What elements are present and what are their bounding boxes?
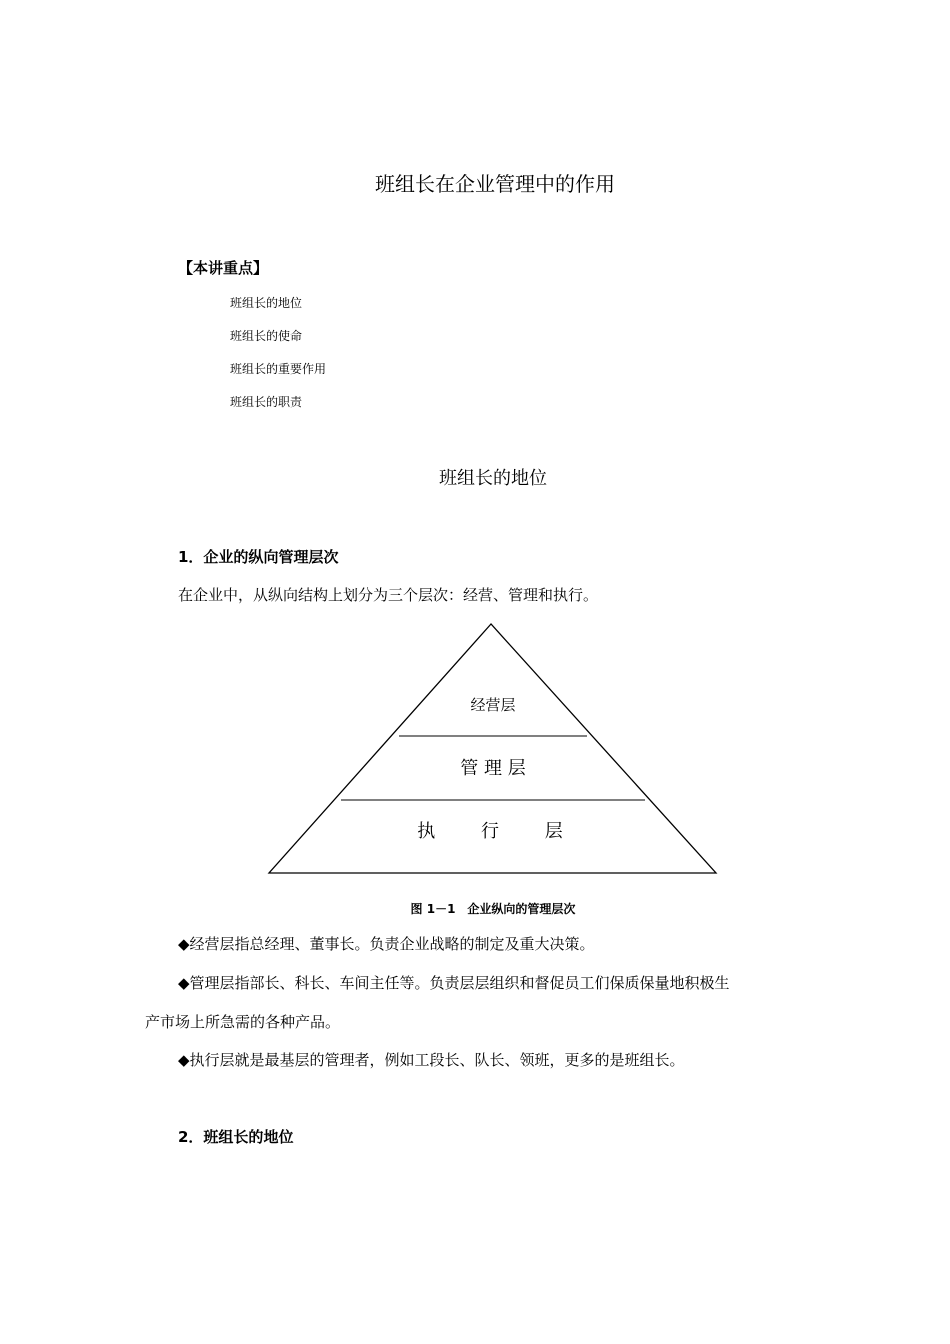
key-point-item: 班组长的职责 (230, 395, 303, 409)
key-points-heading: 【本讲重点】 (178, 259, 269, 277)
bullet-paragraph-continuation: 产市场上所急需的各种产品。 (145, 1013, 341, 1031)
bullet-paragraph: ◆执行层就是最基层的管理者，例如工段长、队长、领班，更多的是班组长。 (178, 1051, 685, 1069)
layer-label-middle: 管 理 层 (460, 758, 526, 779)
bullet-paragraph: ◆管理层指部长、科长、车间主任等。负责层层组织和督促员工们保质保量地积极生 (178, 974, 730, 992)
subsection-heading-2: 2．班组长的地位 (178, 1128, 294, 1146)
key-point-item: 班组长的重要作用 (230, 362, 327, 376)
figure-caption: 图 1－1 企业纵向的管理层次 (410, 902, 576, 916)
bullet-paragraph: ◆经营层指总经理、董事长。负责企业战略的制定及重大决策。 (178, 935, 595, 953)
section-title: 班组长的地位 (439, 468, 547, 489)
key-point-item: 班组长的地位 (230, 296, 303, 310)
layer-label-top: 经营层 (470, 696, 516, 714)
key-point-item: 班组长的使命 (230, 329, 303, 343)
intro-paragraph: 在企业中，从纵向结构上划分为三个层次：经营、管理和执行。 (178, 586, 599, 604)
subsection-heading-1: 1．企业的纵向管理层次 (178, 548, 339, 566)
layer-label-bottom: 执 行 层 (417, 821, 563, 842)
document-title: 班组长在企业管理中的作用 (375, 172, 615, 196)
